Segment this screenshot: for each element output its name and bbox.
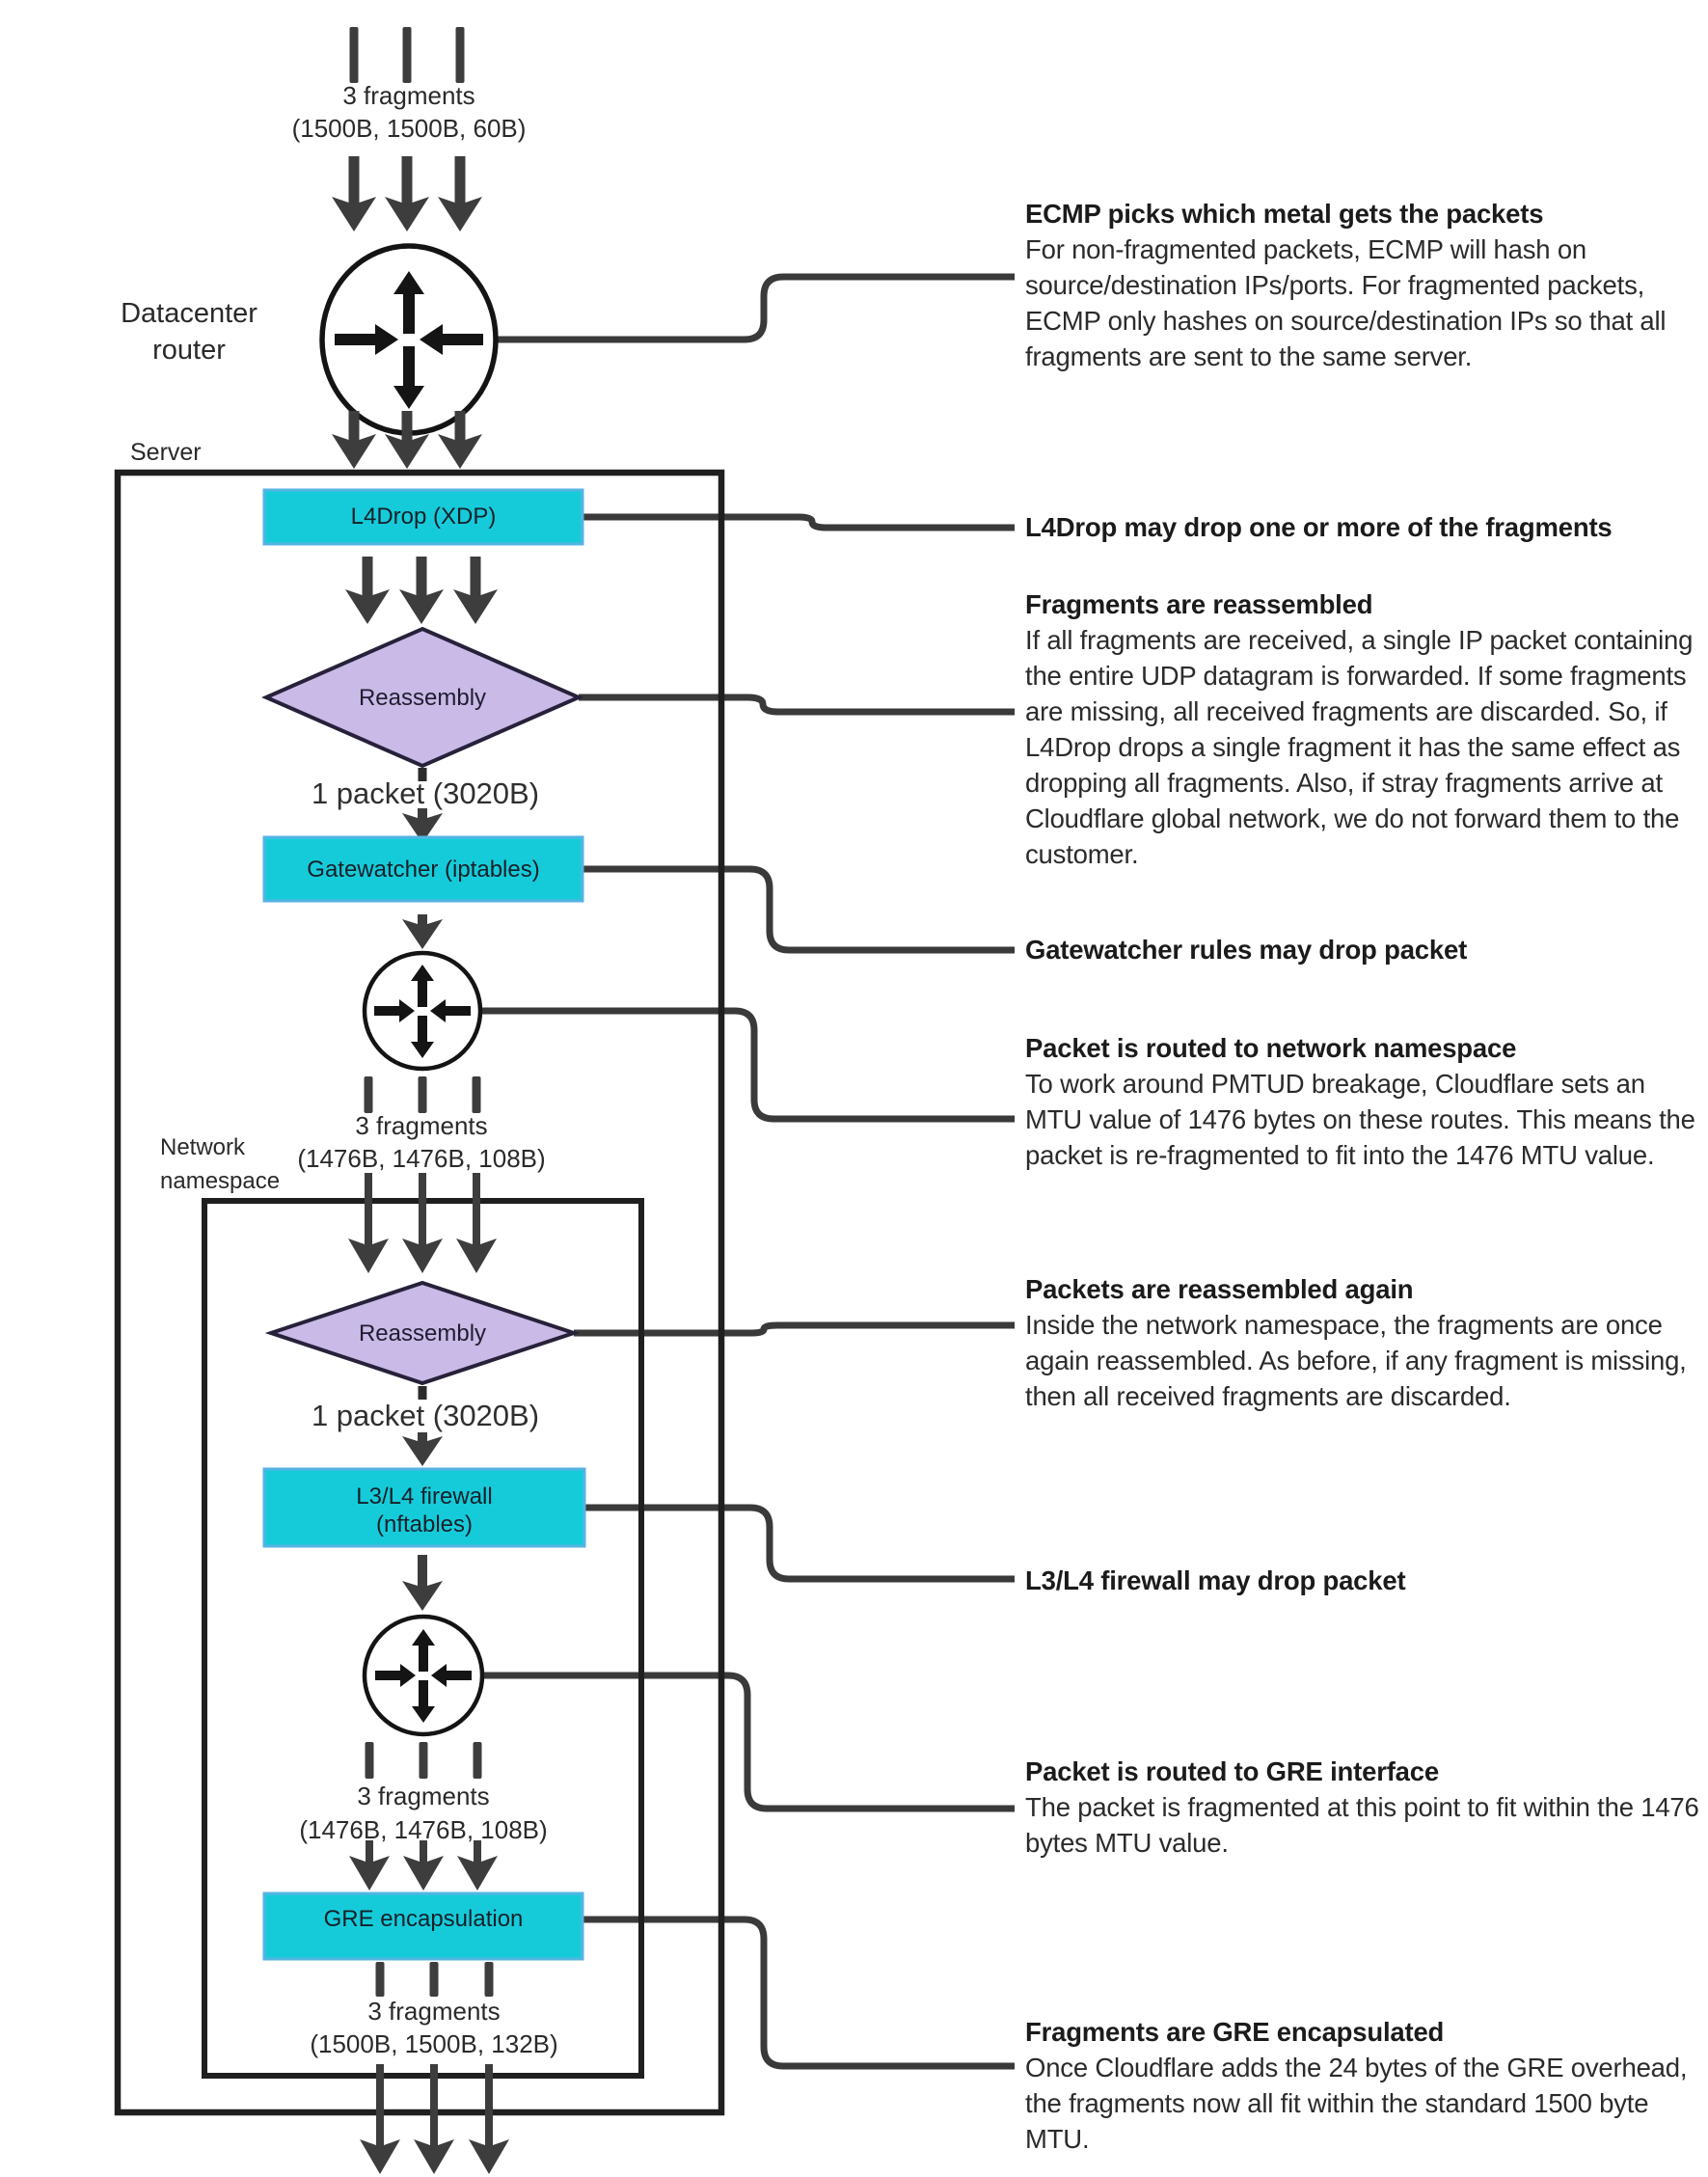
annotation-l3l4 <box>1025 1563 1705 1598</box>
annotation-title: Packets are reassembled again <box>1025 1274 1414 1304</box>
router-icon <box>365 1617 482 1734</box>
annotation-title: ECMP picks which metal gets the packets <box>1025 199 1544 229</box>
connector-route-gre <box>483 1675 1015 1809</box>
packet2-label: 1 packet (3020B) <box>311 1399 540 1432</box>
pre-gre-fragments-sizes: (1476B, 1476B, 108B) <box>299 1815 548 1844</box>
arrow-to-router2 <box>402 914 443 949</box>
connector-gre <box>583 1919 1015 2066</box>
router-icon <box>322 246 496 433</box>
annotation-title: Fragments are GRE encapsulated <box>1025 2017 1445 2047</box>
annotation-body: Once Cloudflare adds the 24 bytes of the GRE overhead, the fragments now all fit within the standard 1500 byte MTU. <box>1025 2053 1688 2154</box>
incoming-fragments-sizes: (1500B, 1500B, 60B) <box>291 114 527 143</box>
annotation-title: Fragments are reassembled <box>1025 589 1373 619</box>
annotation-title: L3/L4 firewall may drop packet <box>1025 1565 1406 1595</box>
network-namespace-label: Network namespace <box>160 1134 281 1194</box>
gre-label: GRE encapsulation <box>323 1906 524 1932</box>
annotation-title: Gatewatcher rules may drop packet <box>1025 935 1468 965</box>
out-fragments-count: 3 fragments <box>367 1997 501 2026</box>
annotation-title: Packet is routed to network namespace <box>1025 1033 1517 1063</box>
outgoing-arrows <box>360 2064 509 2174</box>
mid-fragment-dashes <box>365 1076 481 1113</box>
l4drop-label: L4Drop (XDP) <box>350 503 497 530</box>
arrow-to-router3 <box>402 1555 443 1611</box>
annotation-body: Inside the network namespace, the fragments are once again reassembled. As before, if any fragment is missing, then all received fragments are discarded. <box>1025 1310 1687 1411</box>
pre-gre-fragments-count: 3 fragments <box>357 1782 490 1810</box>
annotation-gatewatcher <box>1025 932 1705 967</box>
packet1-label: 1 packet (3020B) <box>311 776 540 810</box>
incoming-fragments-count: 3 fragments <box>342 81 475 110</box>
arrows-into-router <box>332 156 482 231</box>
connector-gatewatcher <box>583 869 1015 950</box>
pre-gre-fragment-dashes <box>366 1742 482 1779</box>
annotation-reassembled <box>1025 586 1705 872</box>
annotation-gre-encapsulated <box>1025 2014 1705 2157</box>
annotation-body: To work around PMTUD breakage, Cloudflare sets an MTU value of 1476 bytes on these routes. This means the packet is re-fragmented to fit into the 1476 MTU value. <box>1025 1069 1695 1170</box>
connector-ecmp <box>496 277 1015 340</box>
router-icon <box>365 953 480 1069</box>
annotation-ecmp <box>1025 196 1705 374</box>
connector-reassembly1 <box>579 697 1015 712</box>
annotation-body: For non-fragmented packets, ECMP will hash on source/destination IPs/ports. For fragmented packets, ECMP only hashes on source/destination IPs so that all fragments are sent to the same server. <box>1025 234 1667 371</box>
annotation-route-gre <box>1025 1754 1705 1861</box>
gatewatcher-label: Gatewatcher (iptables) <box>307 857 540 883</box>
out-fragments-sizes: (1500B, 1500B, 132B) <box>310 2029 558 2058</box>
arrows-into-namespace <box>348 1173 497 1273</box>
arrows-l4drop-reassembly <box>345 557 498 624</box>
connector-l3l4 <box>584 1508 1015 1579</box>
mid-fragments-count: 3 fragments <box>355 1111 488 1140</box>
arrow-to-l3l4 <box>402 1432 443 1466</box>
connector-l4drop <box>583 517 1015 528</box>
annotation-body: If all fragments are received, a single IP packet containing the entire UDP datagram is forwarded. If some fragments are missing, all received fragments are discarded. So, if L4Drop drops a single fragment it has the same effect as dropping all fragments. Also, if stray fragments arrive at Cloudflare global network, we do not forward them to the customer. <box>1025 625 1694 869</box>
datacenter-router-label: Datacenter router <box>121 298 258 366</box>
annotation-reassembled-again <box>1025 1271 1705 1414</box>
annotation-title: Packet is routed to GRE interface <box>1025 1756 1439 1786</box>
reassembly2-label: Reassembly <box>358 1320 487 1347</box>
annotation-body: The packet is fragmented at this point to fit within the 1476 bytes MTU value. <box>1025 1792 1699 1858</box>
annotation-l4drop <box>1025 509 1705 545</box>
arrows-into-gre <box>349 1840 498 1891</box>
server-label: Server <box>130 439 202 466</box>
arrows-into-server <box>332 411 482 469</box>
connector-route-namespace <box>482 1011 1015 1119</box>
incoming-fragment-dashes <box>350 27 465 83</box>
reassembly1-label: Reassembly <box>358 685 487 711</box>
l3l4-firewall-label: L3/L4 firewall (nftables) <box>356 1483 493 1538</box>
mid-fragments-sizes: (1476B, 1476B, 108B) <box>297 1144 546 1173</box>
annotation-route-namespace <box>1025 1030 1705 1173</box>
out-fragment-dashes <box>376 1962 494 1997</box>
annotation-title: L4Drop may drop one or more of the fragments <box>1025 512 1613 542</box>
